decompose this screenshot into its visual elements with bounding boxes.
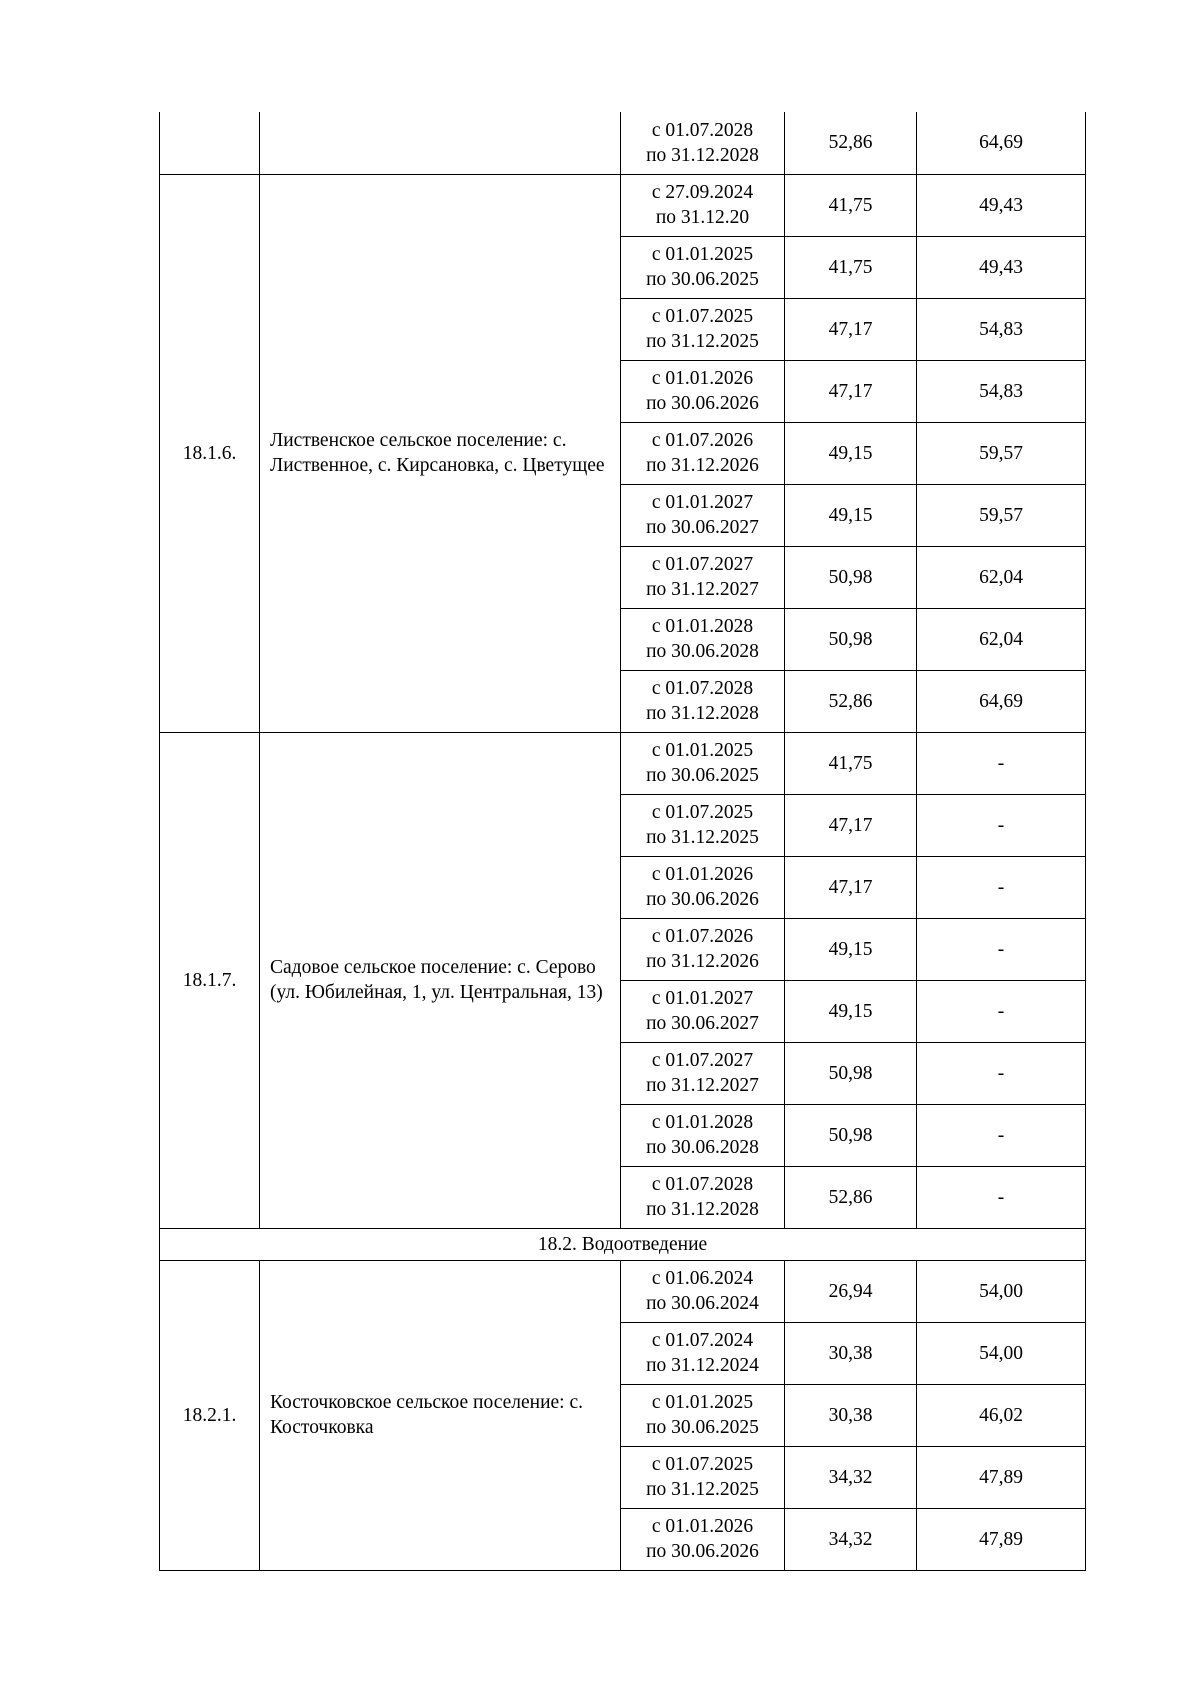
period-to: по 31.12.20 — [655, 207, 750, 228]
row-number-cell: 18.1.6. — [160, 174, 260, 732]
value-2-cell: 62,04 — [917, 546, 1086, 608]
period-to: по 31.12.2025 — [646, 1479, 759, 1500]
value-1-cell: 49,15 — [785, 980, 917, 1042]
value-1-cell: 47,17 — [785, 360, 917, 422]
period-to: по 30.06.2025 — [646, 269, 759, 290]
period-cell — [621, 174, 785, 236]
row-number-cell: 18.1.7. — [160, 732, 260, 1228]
tariff-table — [159, 112, 1086, 1571]
period-cell — [621, 794, 785, 856]
period-to: по 31.12.2025 — [646, 827, 759, 848]
period-from: с 27.09.2024 — [651, 182, 754, 203]
period-from: с 01.07.2027 — [651, 554, 754, 575]
value-1-cell: 47,17 — [785, 298, 917, 360]
period-to: по 30.06.2028 — [646, 641, 759, 662]
value-2-cell: - — [917, 732, 1086, 794]
tariff-table-body — [160, 112, 1086, 1570]
period-from: с 01.07.2028 — [651, 119, 754, 141]
period-cell — [621, 422, 785, 484]
value-2-cell: - — [917, 980, 1086, 1042]
value-1-cell: 52,86 — [785, 670, 917, 732]
period-from: с 01.07.2025 — [651, 802, 754, 823]
value-2-cell: - — [917, 856, 1086, 918]
value-2-cell: - — [917, 1104, 1086, 1166]
period-cell — [621, 298, 785, 360]
value-2-cell: 49,43 — [917, 236, 1086, 298]
period-from: с 01.07.2024 — [651, 1330, 754, 1351]
value-1-cell: 41,75 — [785, 732, 917, 794]
table-row-continuation — [160, 112, 1086, 174]
period-cell — [621, 918, 785, 980]
value-2-cell: 64,69 — [917, 112, 1086, 174]
value-1-cell: 49,15 — [785, 422, 917, 484]
period-from: с 01.01.2025 — [651, 244, 754, 265]
value-1-cell: 49,15 — [785, 484, 917, 546]
period-from: с 01.01.2028 — [651, 1112, 754, 1133]
period-cell — [621, 1446, 785, 1508]
period-from: с 01.07.2025 — [651, 1454, 754, 1475]
period-to: по 30.06.2024 — [646, 1293, 759, 1314]
period-from: с 01.01.2025 — [651, 1392, 754, 1413]
value-1-cell: 26,94 — [785, 1260, 917, 1322]
settlement-name-cell: Лиственское сельское поселение: с. Лиственное, с. Кирсановка, с. Цветущее — [260, 174, 621, 732]
period-cell — [621, 732, 785, 794]
number-cell-empty — [160, 112, 260, 174]
period-cell — [621, 1322, 785, 1384]
period-from: с 01.07.2028 — [651, 1174, 754, 1195]
value-1-cell: 30,38 — [785, 1384, 917, 1446]
value-1-cell: 50,98 — [785, 1104, 917, 1166]
period-cell — [621, 1166, 785, 1228]
value-2-cell: 54,83 — [917, 298, 1086, 360]
period-cell — [621, 1508, 785, 1570]
period-cell — [621, 1384, 785, 1446]
period-cell — [621, 1104, 785, 1166]
period-from: с 01.01.2028 — [651, 616, 754, 637]
period-cell — [621, 1042, 785, 1104]
period-to: по 31.12.2028 — [646, 1199, 759, 1220]
period-cell — [621, 856, 785, 918]
value-2-cell: - — [917, 794, 1086, 856]
period-from: с 01.01.2025 — [651, 740, 754, 761]
value-1-cell: 50,98 — [785, 1042, 917, 1104]
value-2-cell: 54,83 — [917, 360, 1086, 422]
period-cell — [621, 484, 785, 546]
value-2-cell: 62,04 — [917, 608, 1086, 670]
period-cell — [621, 546, 785, 608]
section-header-row — [160, 1228, 1086, 1260]
period-from: с 01.06.2024 — [651, 1268, 754, 1289]
period-to: по 31.12.2028 — [646, 703, 759, 724]
value-2-cell: 54,00 — [917, 1322, 1086, 1384]
value-1-cell: 41,75 — [785, 174, 917, 236]
value-2-cell: 47,89 — [917, 1508, 1086, 1570]
period-to: по 31.12.2027 — [646, 1075, 759, 1096]
period-cell — [621, 1260, 785, 1322]
value-2-cell: 49,43 — [917, 174, 1086, 236]
value-1-cell: 47,17 — [785, 794, 917, 856]
value-1-cell: 49,15 — [785, 918, 917, 980]
period-to: по 30.06.2027 — [646, 517, 759, 538]
period-from: с 01.01.2027 — [651, 988, 754, 1009]
value-1-cell: 41,75 — [785, 236, 917, 298]
value-1-cell: 34,32 — [785, 1446, 917, 1508]
period-cell — [621, 360, 785, 422]
period-to: по 30.06.2026 — [646, 393, 759, 414]
period-to: по 30.06.2027 — [646, 1013, 759, 1034]
period-cell — [621, 112, 785, 174]
period-cell — [621, 670, 785, 732]
value-2-cell: - — [917, 1042, 1086, 1104]
value-1-cell: 34,32 — [785, 1508, 917, 1570]
table-row — [160, 1260, 1086, 1322]
value-2-cell: 54,00 — [917, 1260, 1086, 1322]
settlement-name-cell: Косточковское сельское поселение: с. Косточковка — [260, 1260, 621, 1570]
period-to: по 30.06.2026 — [646, 1541, 759, 1562]
value-1-cell: 30,38 — [785, 1322, 917, 1384]
period-to: по 30.06.2026 — [646, 889, 759, 910]
period-from: с 01.07.2027 — [651, 1050, 754, 1071]
period-to: по 31.12.2028 — [646, 144, 759, 166]
period-from: с 01.07.2028 — [651, 678, 754, 699]
period-cell — [621, 608, 785, 670]
period-from: с 01.07.2026 — [651, 926, 754, 947]
value-2-cell: 46,02 — [917, 1384, 1086, 1446]
period-to: по 30.06.2025 — [646, 765, 759, 786]
period-to: по 30.06.2028 — [646, 1137, 759, 1158]
value-1-cell: 52,86 — [785, 1166, 917, 1228]
period-to: по 30.06.2025 — [646, 1417, 759, 1438]
table-row — [160, 732, 1086, 794]
period-from: с 01.01.2026 — [651, 1516, 754, 1537]
value-1-cell: 47,17 — [785, 856, 917, 918]
value-2-cell: 59,57 — [917, 484, 1086, 546]
period-to: по 31.12.2024 — [646, 1355, 759, 1376]
table-row — [160, 174, 1086, 236]
period-from: с 01.07.2025 — [651, 306, 754, 327]
period-to: по 31.12.2026 — [646, 455, 759, 476]
period-from: с 01.01.2026 — [651, 368, 754, 389]
period-to: по 31.12.2025 — [646, 331, 759, 352]
period-cell — [621, 236, 785, 298]
value-2-cell: 64,69 — [917, 670, 1086, 732]
value-2-cell: - — [917, 1166, 1086, 1228]
value-1-cell: 52,86 — [785, 112, 917, 174]
value-2-cell: 59,57 — [917, 422, 1086, 484]
period-from: с 01.01.2026 — [651, 864, 754, 885]
period-from: с 01.01.2027 — [651, 492, 754, 513]
value-2-cell: - — [917, 918, 1086, 980]
value-1-cell: 50,98 — [785, 546, 917, 608]
value-2-cell: 47,89 — [917, 1446, 1086, 1508]
section-header: 18.2. Водоотведение — [160, 1228, 1086, 1260]
row-number-cell: 18.2.1. — [160, 1260, 260, 1570]
period-cell — [621, 980, 785, 1042]
period-to: по 31.12.2026 — [646, 951, 759, 972]
value-1-cell: 50,98 — [785, 608, 917, 670]
period-to: по 31.12.2027 — [646, 579, 759, 600]
period-from: с 01.07.2026 — [651, 430, 754, 451]
settlement-name-cell: Садовое сельское поселение: с. Серово (ул. Юбилейная, 1, ул. Центральная, 13) — [260, 732, 621, 1228]
name-cell-empty — [260, 112, 621, 174]
